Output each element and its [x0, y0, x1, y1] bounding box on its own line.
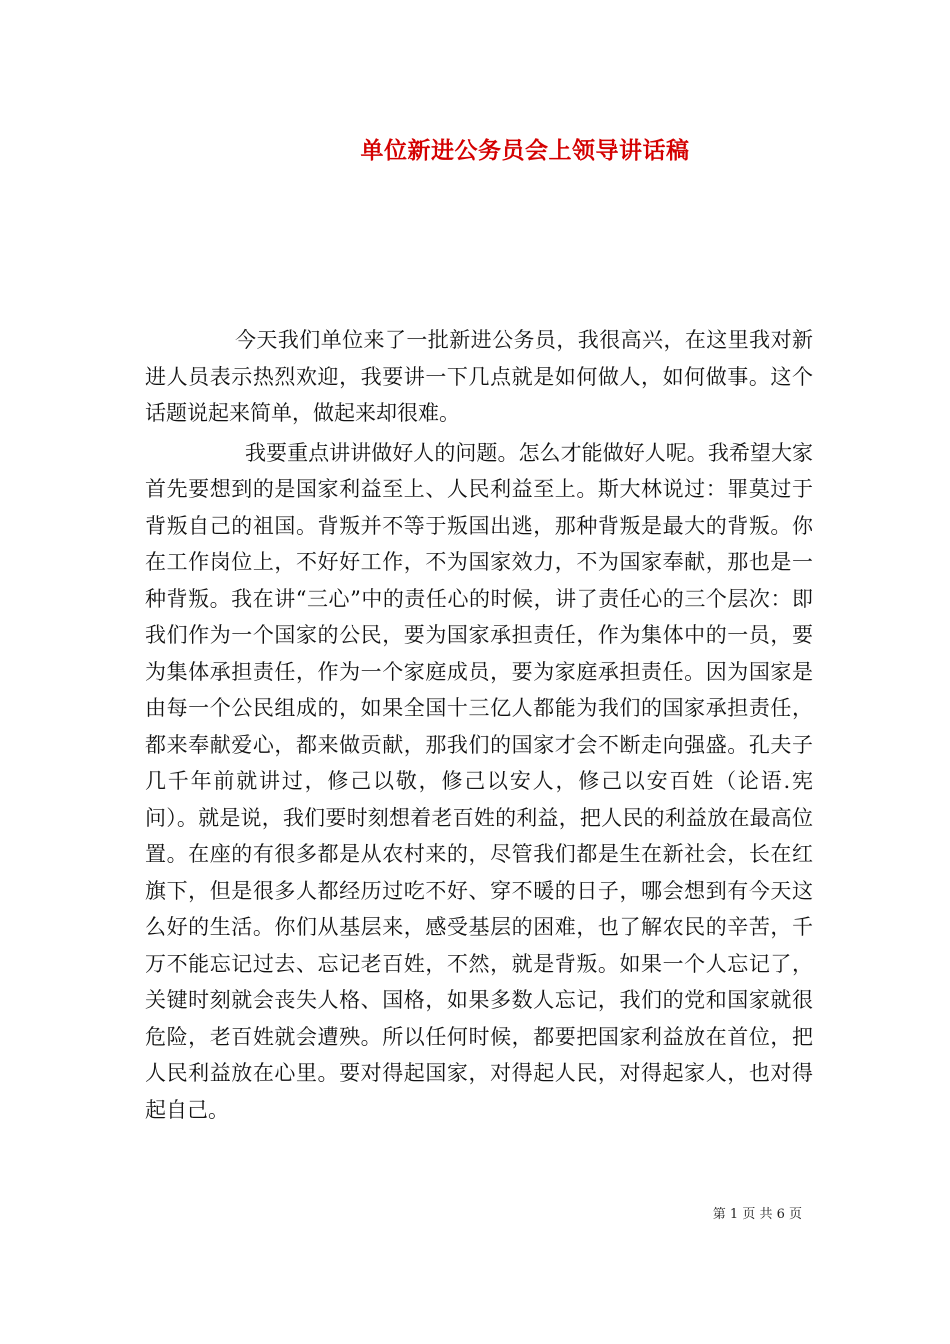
- paragraph-1: 今天我们单位来了一批新进公务员，我很高兴，在这里我对新进人员表示热烈欢迎，我要讲一下几点就是如何做人，如何做事。这个话题说起来简单，做起来却很难。: [145, 328, 813, 425]
- document-body: [145, 322, 813, 1128]
- document-title: 单位新进公务员会上领导讲话稿: [360, 137, 690, 164]
- page-number-footer: 第 1 页 共 6 页: [712, 1207, 802, 1222]
- paragraph-2: 我要重点讲讲做好人的问题。怎么才能做好人呢。我希望大家首先要想到的是国家利益至上、人民利益至上。斯大林说过：罪莫过于背叛自己的祖国。背叛并不等于叛国出逃，那种背叛是最大的背叛。你在工作岗位上，不好好工作，不为国家效力，不为国家奉献，那也是一种背叛。我在讲“三心”中的责任心的时候，讲了责任心的三个层次：即我们作为一个国家的公民，要为国家承担责任，作为集体中的一员，要为集体承担责任，作为一个家庭成员，要为家庭承担责任。因为国家是由每一个公民组成的，如果全国十三亿人都能为我们的国家承担责任，都来奉献爱心，都来做贡献，那我们的国家才会不断走向强盛。孔夫子几千年前就讲过，修己以敬，修己以安人，修己以安百姓（论语.宪问）。就是说，我们要时刻想着老百姓的利益，把人民的利益放在最高位置。在座的有很多都是从农村来的，尽管我们都是生在新社会，长在红旗下，但是很多人都经历过吃不好、穿不暖的日子，哪会想到有今天这么好的生活。你们从基层来，感受基层的困难，也了解农民的辛苦，千万不能忘记过去、忘记老百姓，不然，就是背叛。如果一个人忘记了，关键时刻就会丧失人格、国格，如果多数人忘记，我们的党和国家就很危险，老百姓就会遭殃。所以任何时候，都要把国家利益放在首位，把人民利益放在心里。要对得起国家，对得起人民，对得起家人，也对得起自己。: [145, 440, 813, 1122]
